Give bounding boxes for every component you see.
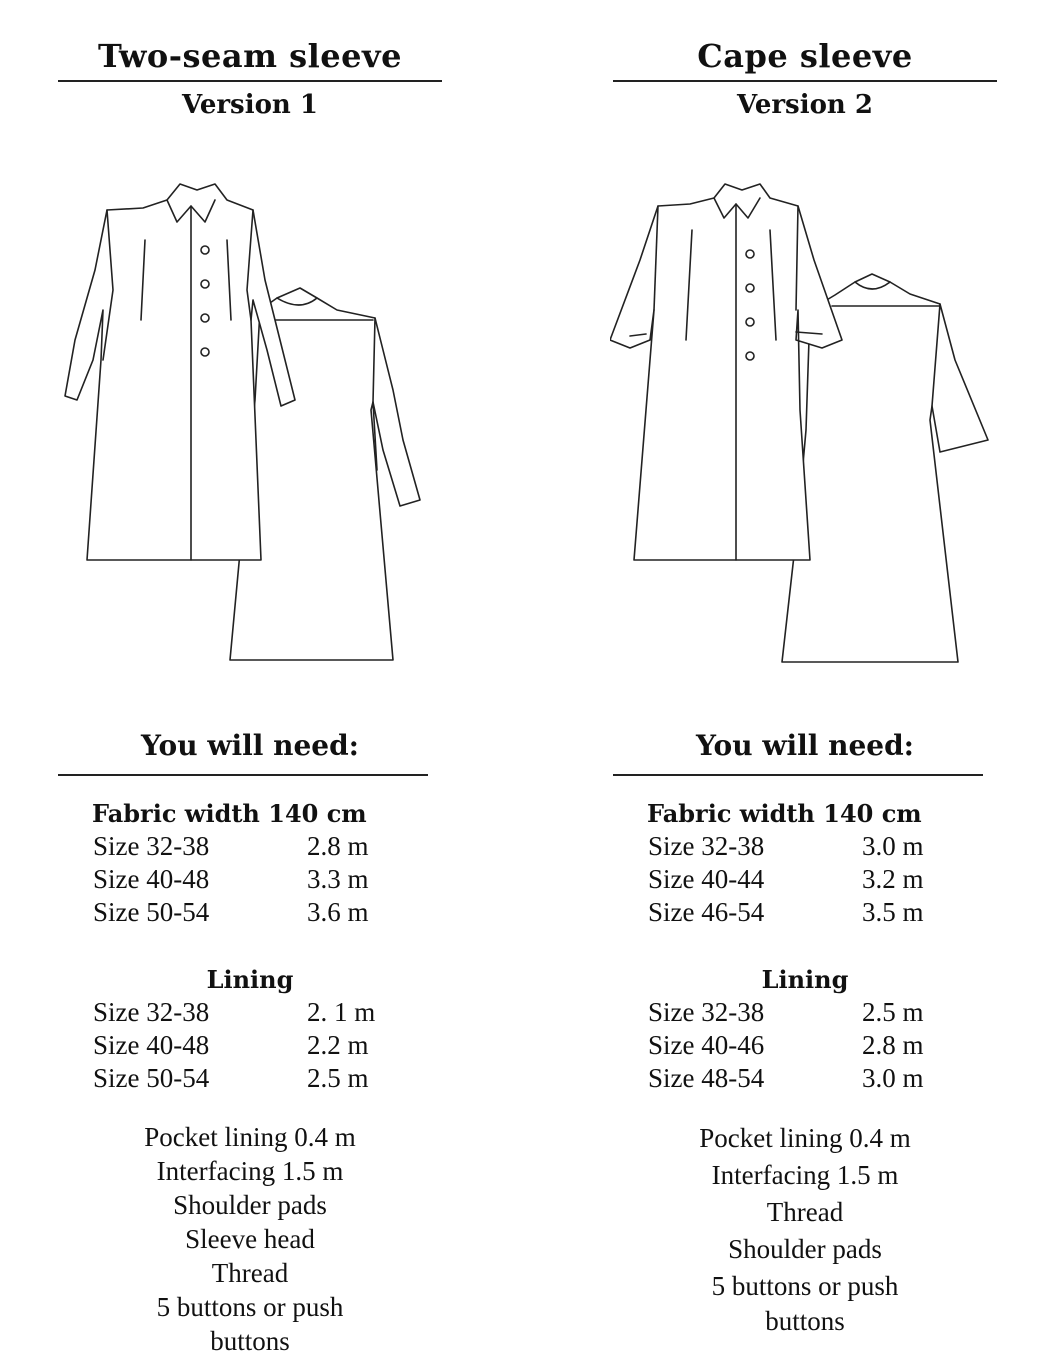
- notion-item: buttons: [210, 1326, 290, 1356]
- notions-list: [30, 1120, 470, 1358]
- size-label: Size 40-46: [648, 1030, 765, 1060]
- amount: 2.8 m: [307, 831, 369, 861]
- size-label: Size 50-54: [93, 897, 210, 927]
- size-label: Size 46-54: [648, 897, 765, 927]
- fabric-row: [30, 830, 470, 863]
- lining-row: [30, 1062, 470, 1095]
- fabric-row: [30, 863, 470, 896]
- notion-item: Shoulder pads: [173, 1190, 327, 1220]
- lining-heading: Lining: [206, 965, 294, 994]
- notions-list: [585, 1120, 1025, 1337]
- title-divider: [58, 80, 442, 82]
- notion-item: Interfacing 1.5 m: [156, 1156, 344, 1186]
- lining-heading: Lining: [761, 965, 849, 994]
- amount: 3.2 m: [862, 864, 924, 894]
- lining-row: [30, 996, 470, 1029]
- fabric-row: [585, 863, 1025, 896]
- notion-item: 5 buttons or push: [711, 1271, 899, 1301]
- amount: 2.5 m: [862, 997, 924, 1027]
- size-label: Size 40-48: [93, 864, 210, 894]
- fabric-row: [585, 830, 1025, 863]
- fabric-row: [585, 896, 1025, 929]
- fabric-heading: Fabric width 140 cm: [92, 799, 367, 828]
- version-2-column: [585, 0, 1025, 1336]
- size-label: Size 32-38: [648, 831, 765, 861]
- amount: 2.2 m: [307, 1030, 369, 1060]
- amount: 3.0 m: [862, 831, 924, 861]
- notion-item: Thread: [766, 1197, 844, 1227]
- version-1-label: Version 1: [182, 90, 318, 120]
- notion-item: Shoulder pads: [728, 1234, 882, 1264]
- notion-item: buttons: [765, 1306, 845, 1336]
- amount: 2.5 m: [307, 1063, 369, 1093]
- size-label: Size 32-38: [648, 997, 765, 1027]
- lining-row: [585, 1029, 1025, 1062]
- size-label: Size 32-38: [93, 997, 210, 1027]
- notion-item: Thread: [211, 1258, 289, 1288]
- lining-requirements: [30, 963, 470, 1095]
- fabric-row: [30, 896, 470, 929]
- amount: 3.3 m: [307, 864, 369, 894]
- section-divider: [613, 774, 983, 776]
- two-seam-sleeve-coat-illustration: [55, 170, 445, 680]
- size-label: Size 32-38: [93, 831, 210, 861]
- you-will-need-heading: You will need:: [141, 729, 359, 762]
- lining-row: [585, 996, 1025, 1029]
- amount: 3.6 m: [307, 897, 369, 927]
- version-2-title: Cape sleeve: [697, 37, 913, 75]
- notion-item: Pocket lining 0.4 m: [144, 1122, 356, 1152]
- lining-requirements: [585, 963, 1025, 1095]
- notion-item: Pocket lining 0.4 m: [699, 1123, 911, 1153]
- amount: 2. 1 m: [307, 997, 376, 1027]
- amount: 3.0 m: [862, 1063, 924, 1093]
- fabric-requirements: [585, 797, 1025, 929]
- version-1-column: [30, 0, 470, 1356]
- version-2-label: Version 2: [737, 90, 873, 120]
- title-divider: [613, 80, 997, 82]
- lining-row: [585, 1062, 1025, 1095]
- notion-item: 5 buttons or push: [156, 1292, 344, 1322]
- version-1-title: Two-seam sleeve: [98, 37, 402, 75]
- cape-sleeve-coat-illustration: [610, 170, 1000, 680]
- size-label: Size 40-44: [648, 864, 765, 894]
- size-label: Size 40-48: [93, 1030, 210, 1060]
- notion-item: Interfacing 1.5 m: [711, 1160, 899, 1190]
- amount: 2.8 m: [862, 1030, 924, 1060]
- section-divider: [58, 774, 428, 776]
- notion-item: Sleeve head: [185, 1224, 315, 1254]
- size-label: Size 48-54: [648, 1063, 765, 1093]
- lining-row: [30, 1029, 470, 1062]
- size-label: Size 50-54: [93, 1063, 210, 1093]
- amount: 3.5 m: [862, 897, 924, 927]
- you-will-need-heading: You will need:: [696, 729, 914, 762]
- fabric-heading: Fabric width 140 cm: [647, 799, 922, 828]
- fabric-requirements: [30, 797, 470, 929]
